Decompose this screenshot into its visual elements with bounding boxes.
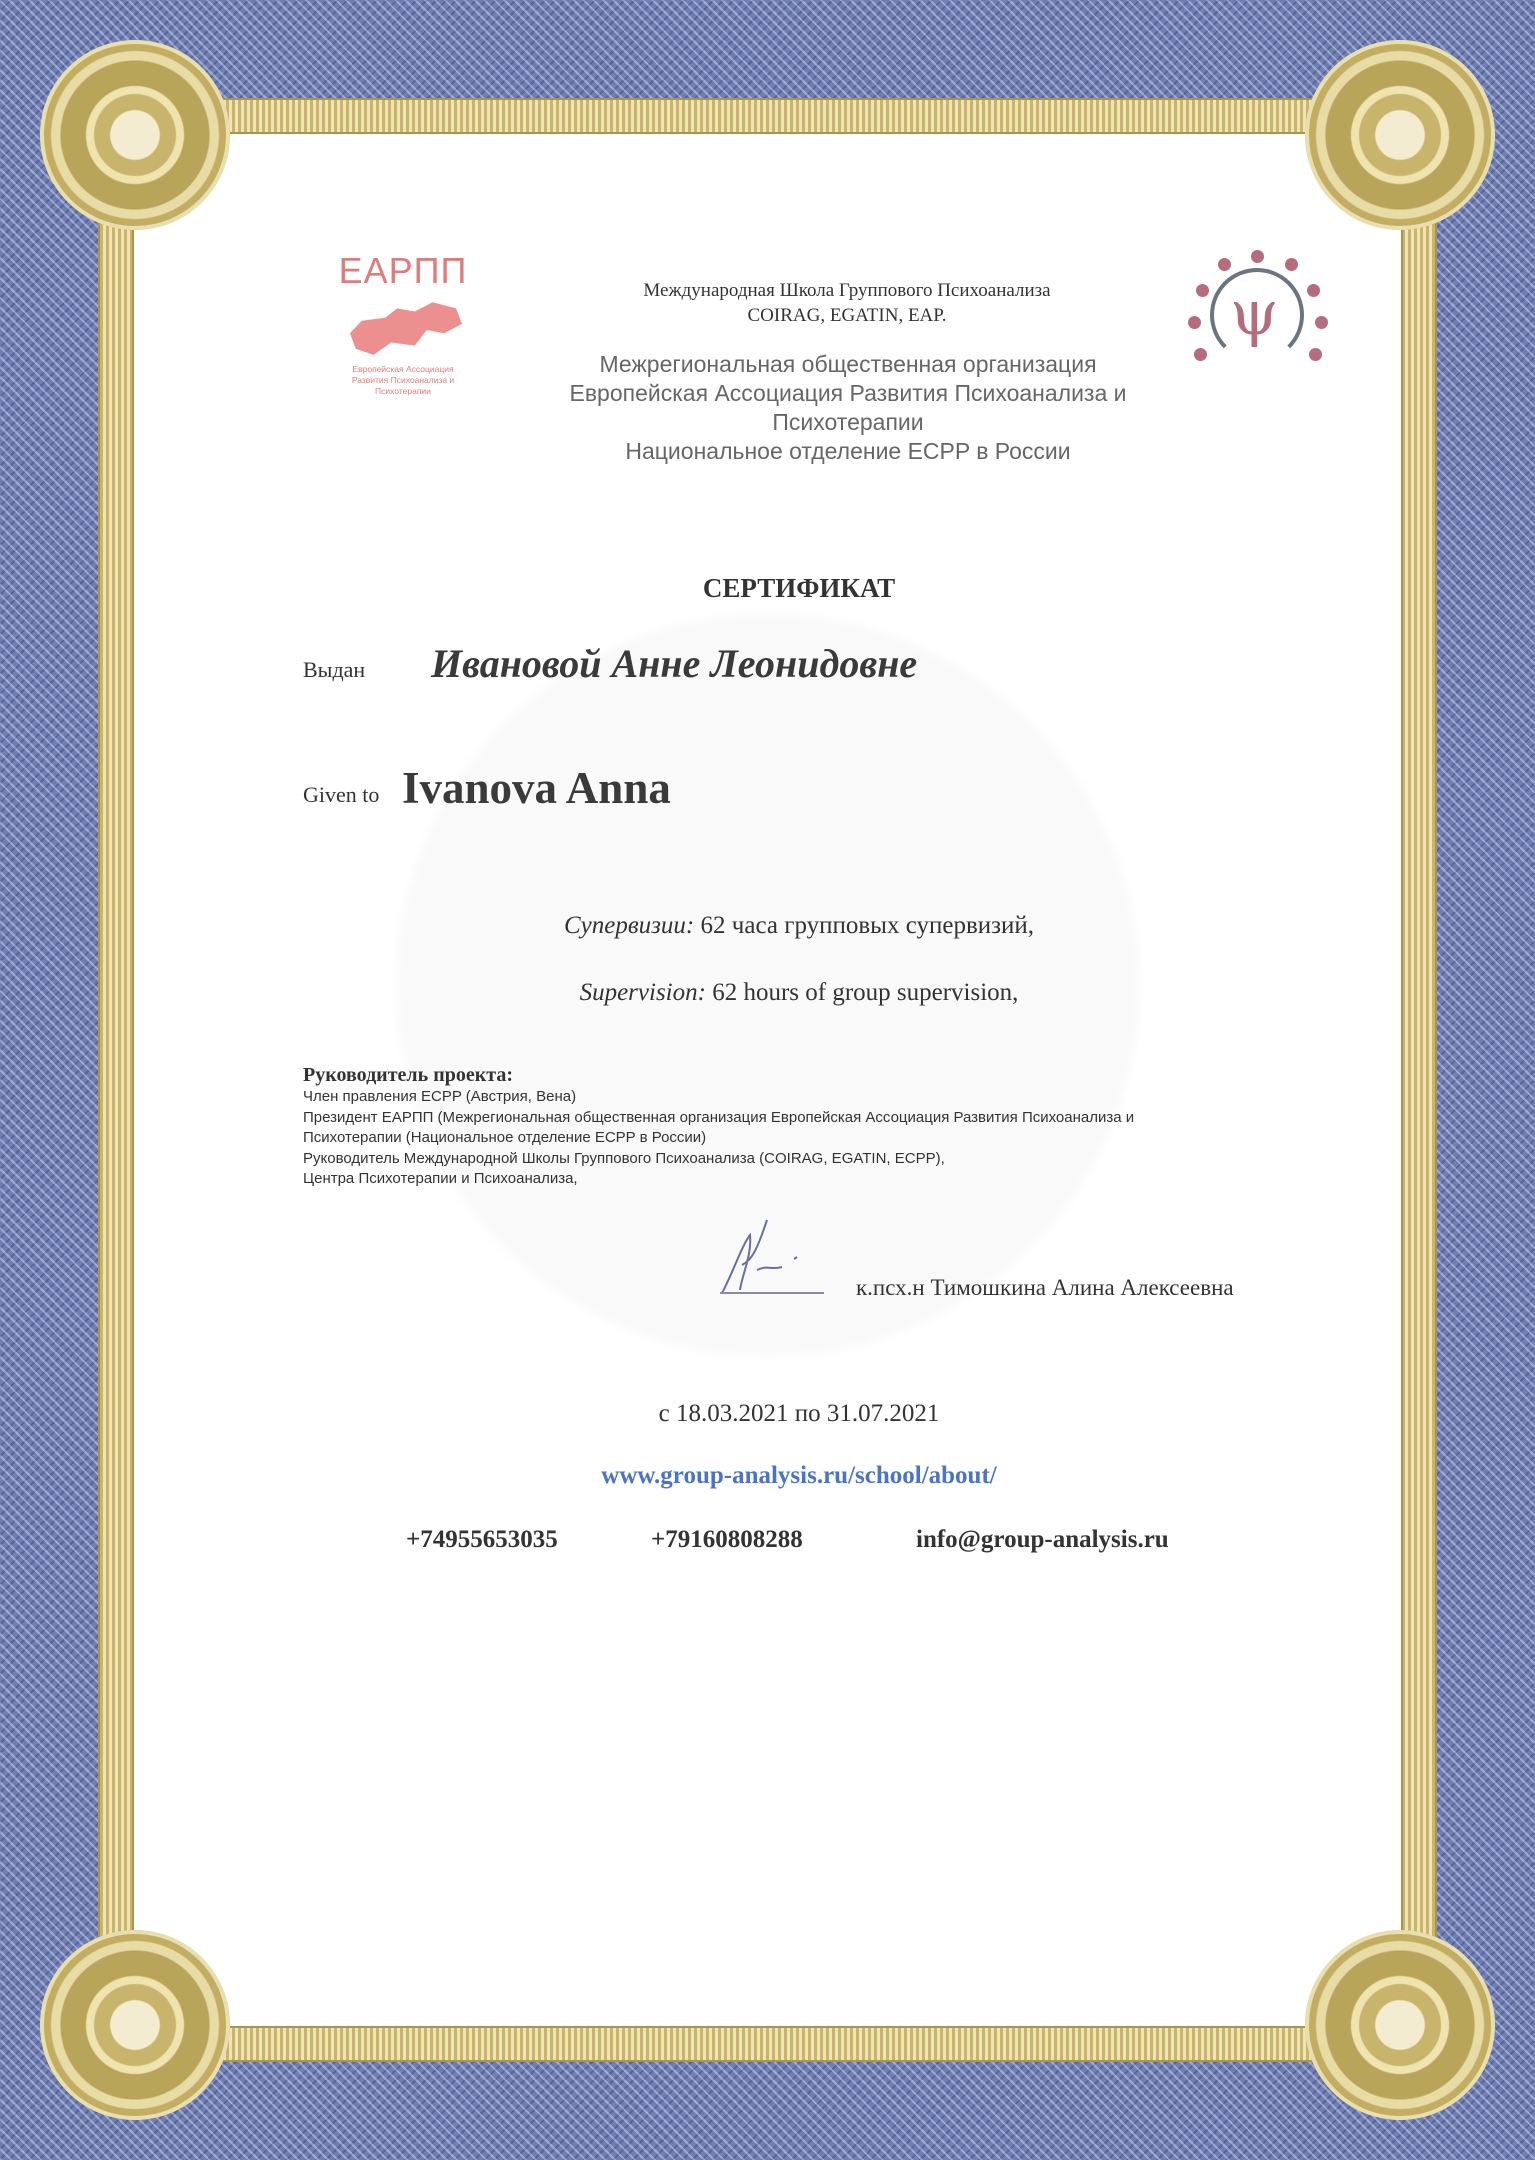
email-address: info@group-analysis.ru (916, 1526, 1169, 1553)
corner-ornament-icon (1305, 1930, 1495, 2120)
logo-title: ЕАРПП (338, 250, 468, 291)
recipient-name-en: Ivanova Anna (402, 763, 671, 813)
supervision-label-ru: Супервизии: (563, 912, 695, 939)
phone-2: +79160808288 (651, 1526, 803, 1553)
org-line: Европейская Ассоциация Развития Психоанализа и (569, 380, 1127, 406)
supervision-text-en: 62 hours of group supervision, (712, 979, 1019, 1006)
school-line1: Международная Школа Группового Психоанализа (643, 280, 1051, 301)
psi-logo-icon: ψ (1188, 250, 1328, 362)
leader-line: Член правления ECPP (Австрия, Вена) (303, 1088, 577, 1105)
phone-1: +74955653035 (406, 1526, 558, 1553)
corner-ornament-icon (40, 1930, 230, 2120)
supervision-ru (564, 912, 1034, 940)
leader-line: Руководитель Международной Школы Группового Психоанализа (COIRAG, EGATIN, ECPP), (303, 1149, 945, 1167)
certificate-title: СЕРТИФИКАТ (702, 573, 896, 603)
issued-label-en: Given to (303, 782, 380, 807)
supervision-en (580, 979, 1019, 1007)
leader-line: Президент ЕАРПП (Межрегиональная общественная организация Европейская Ассоциация Развития Психоанализа и (303, 1108, 1135, 1126)
leader-heading: Руководитель проекта: (303, 1064, 513, 1086)
leader-line: Центра Психотерапии и Психоанализа, (303, 1170, 578, 1187)
earpp-logo (338, 250, 468, 397)
recipient-name-ru: Ивановой Анне Леонидовне (431, 641, 918, 686)
org-line: Национальное отделение ECPP в России (625, 438, 1071, 464)
supervision-label-en: Supervision: (579, 979, 706, 1006)
org-header (570, 350, 1127, 466)
signatory-name: к.псх.н Тимошкина Алина Алексеевна (856, 1275, 1234, 1300)
supervision-text-ru: 62 часа групповых супервизий, (700, 912, 1035, 939)
website-link[interactable]: www.group-analysis.ru/school/about/ (601, 1462, 997, 1489)
logo-subtitle: Европейская Ассоциация Развития Психоанализа и Психотерапии (351, 364, 455, 396)
signature-icon (712, 1215, 832, 1300)
russia-map-icon (344, 296, 462, 358)
date-range: с 18.03.2021 по 31.07.2021 (658, 1400, 940, 1427)
project-leader-block (303, 1064, 1134, 1190)
school-header (643, 278, 1050, 328)
leader-line: Психотерапии (Национальное отделение ECPP в России) (303, 1129, 707, 1146)
corner-ornament-icon (1305, 40, 1495, 230)
corner-ornament-icon (40, 40, 230, 230)
school-line2: COIRAG, EGATIN, EAP. (747, 305, 947, 326)
org-line: Межрегиональная общественная организация (599, 351, 1097, 377)
issued-label-ru: Выдан (303, 657, 366, 682)
org-line: Психотерапии (772, 409, 924, 435)
